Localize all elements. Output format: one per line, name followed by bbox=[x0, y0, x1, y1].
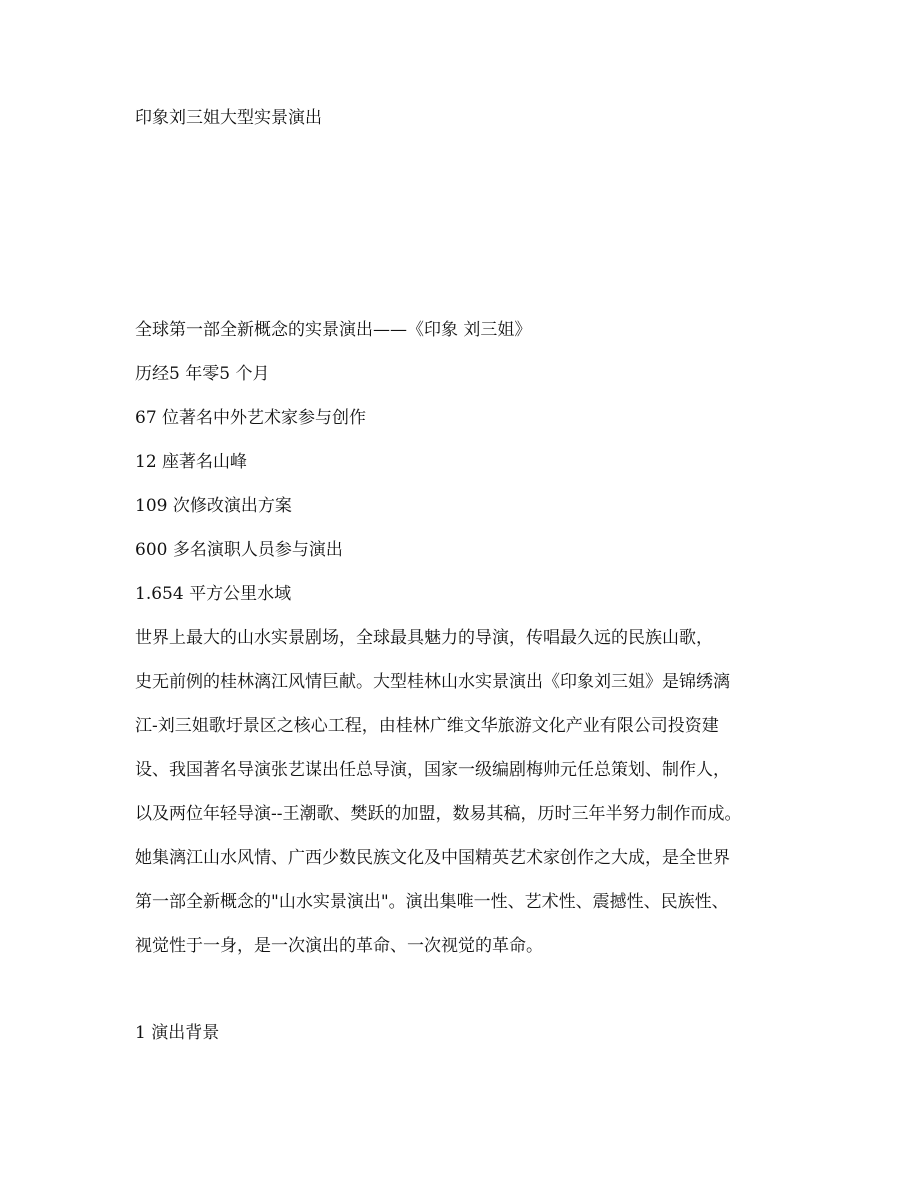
paragraph-line: 视觉性于一身，是一次演出的革命、一次视觉的革命。 bbox=[135, 936, 543, 956]
fact-line: 67 位著名中外艺术家参与创作 bbox=[135, 408, 367, 428]
paragraph-line: 她集漓江山水风情、广西少数民族文化及中国精英艺术家创作之大成，是全世界 bbox=[135, 848, 730, 868]
fact-line: 12 座著名山峰 bbox=[135, 452, 248, 472]
paragraph-line: 世界上最大的山水实景剧场，全球最具魅力的导演，传唱最久远的民族山歌， bbox=[135, 628, 713, 648]
paragraph-line: 以及两位年轻导演--王潮歌、樊跃的加盟，数易其稿，历时三年半努力制作而成。 bbox=[135, 804, 742, 824]
fact-line: 600 多名演职人员参与演出 bbox=[135, 540, 343, 560]
fact-line: 109 次修改演出方案 bbox=[135, 496, 292, 516]
document-title: 印象刘三姐大型实景演出 bbox=[135, 108, 322, 128]
paragraph-line: 史无前例的桂林漓江风情巨献。大型桂林山水实景演出《印象刘三姐》是锦绣漓 bbox=[135, 672, 730, 692]
section-heading: 1 演出背景 bbox=[135, 1023, 220, 1043]
fact-line: 全球第一部全新概念的实景演出——《印象 刘三姐》 bbox=[135, 320, 532, 340]
paragraph-line: 设、我国著名导演张艺谋出任总导演，国家一级编剧梅帅元任总策划、制作人， bbox=[135, 760, 730, 780]
fact-line: 1.654 平方公里水域 bbox=[135, 584, 292, 604]
paragraph-line: 第一部全新概念的"山水实景演出"。演出集唯一性、艺术性、震撼性、民族性、 bbox=[135, 892, 729, 912]
fact-line: 历经5 年零5 个月 bbox=[135, 364, 270, 384]
paragraph-line: 江-刘三姐歌圩景区之核心工程，由桂林广维文华旅游文化产业有限公司投资建 bbox=[135, 716, 719, 736]
